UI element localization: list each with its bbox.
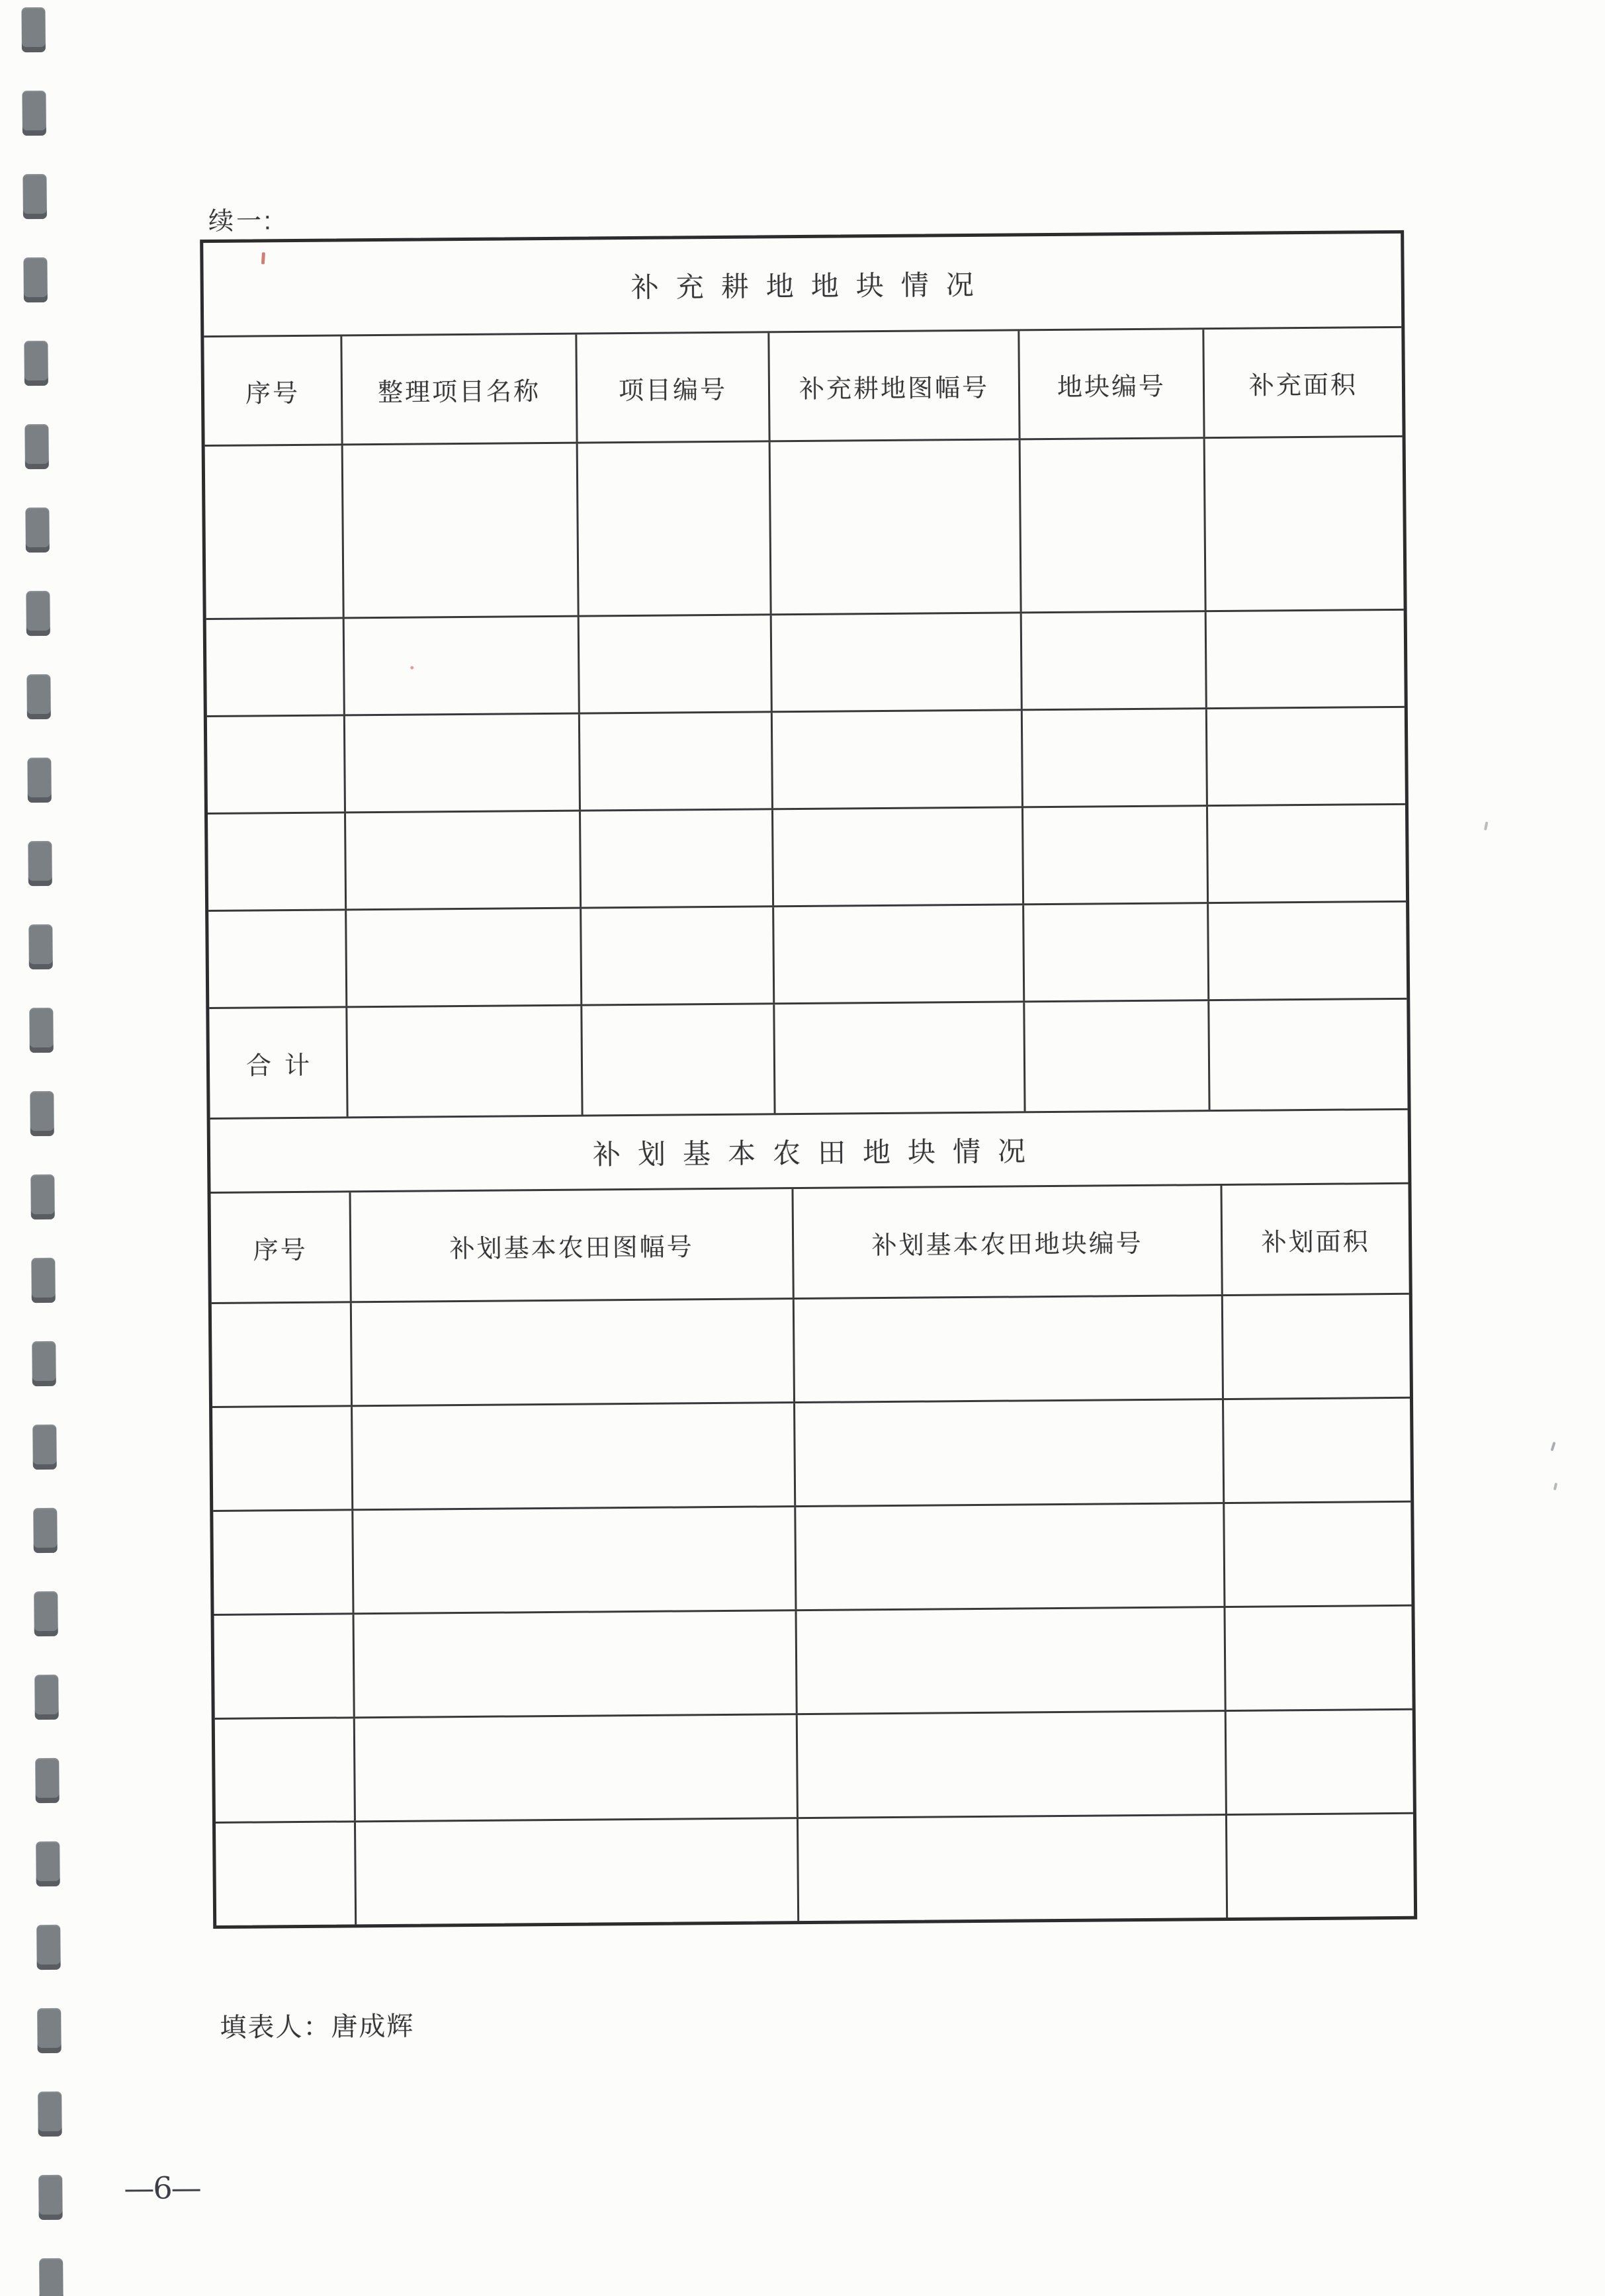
empty-cell: [579, 810, 772, 906]
table1-title-row: [203, 234, 1401, 335]
table2-title: 补划基本农田地块情况: [592, 1135, 1043, 1170]
empty-cell: [578, 615, 771, 712]
table2-empty-row: [212, 1293, 1410, 1406]
empty-cell: [796, 1712, 1225, 1817]
binding-hole: [35, 1758, 60, 1803]
empty-cell: [1205, 708, 1405, 805]
binding-hole: [32, 1425, 57, 1470]
scan-speck: [1553, 1483, 1557, 1491]
empty-cell: [580, 907, 773, 1004]
empty-cell: [578, 713, 771, 809]
table2-header-farmland-map-sheet: 补划基本农田图幅号: [349, 1189, 793, 1301]
empty-cell: [1222, 1399, 1410, 1502]
empty-cell: [353, 1611, 796, 1716]
empty-cell: [341, 444, 578, 617]
binding-hole: [36, 1841, 60, 1886]
binding-hole: [23, 257, 48, 302]
continuation-label: 续一:: [208, 207, 274, 236]
empty-cell: [580, 1004, 773, 1114]
empty-cell: [353, 1715, 797, 1820]
binding-hole: [22, 174, 47, 219]
binding-hole: [22, 91, 46, 136]
empty-cell: [1206, 805, 1406, 902]
empty-cell: [206, 619, 343, 715]
table2-header-redesignated-area: 补划面积: [1220, 1184, 1409, 1294]
table1-header-map-sheet-number: 补充耕地图幅号: [767, 331, 1018, 440]
binding-hole: [29, 1008, 54, 1053]
binding-hole: [39, 2258, 64, 2296]
empty-cell: [207, 716, 344, 813]
binding-hole: [26, 674, 51, 719]
table1-header-project-number: 项目编号: [575, 333, 768, 441]
table1-total-row: [209, 998, 1407, 1118]
table1-header-row: [204, 326, 1402, 445]
empty-cell: [1019, 439, 1205, 611]
red-pen-speck: [410, 666, 413, 670]
table1-empty-row: [208, 803, 1406, 910]
empty-cell: [215, 1718, 354, 1822]
empty-cell: [1223, 1607, 1412, 1710]
table1-title: 补充耕地地块情况: [630, 269, 991, 303]
table1-header-supplement-area: 补充面积: [1202, 328, 1402, 437]
empty-cell: [793, 1400, 1223, 1505]
empty-cell: [1225, 1814, 1414, 1918]
scan-speck: [1484, 822, 1489, 831]
empty-cell: [216, 1822, 355, 1925]
empty-cell: [1020, 612, 1205, 709]
table2-title-row: [210, 1108, 1409, 1192]
empty-cell: [1221, 1295, 1410, 1398]
table1-total-label: 合计: [245, 1051, 324, 1081]
land-plot-form-table: [200, 230, 1417, 1929]
table1-empty-row: [205, 435, 1404, 618]
table2-header-farmland-plot-number: 补划基本农田地块编号: [791, 1186, 1221, 1298]
empty-cell: [345, 1006, 581, 1117]
binding-hole: [24, 341, 48, 386]
empty-cell: [1022, 904, 1207, 1000]
binding-hole: [36, 1925, 61, 1970]
binding-hole: [21, 7, 46, 52]
binding-hole: [33, 1508, 58, 1553]
binding-hole: [30, 1174, 55, 1219]
empty-cell: [343, 715, 579, 812]
binding-hole: [30, 1091, 54, 1136]
table2-empty-row: [213, 1501, 1411, 1614]
empty-cell: [1207, 1000, 1407, 1110]
empty-cell: [205, 445, 343, 618]
table2-empty-row: [214, 1605, 1412, 1718]
scan-speck: [1551, 1442, 1556, 1452]
empty-cell: [345, 909, 580, 1006]
empty-cell: [343, 617, 578, 715]
empty-cell: [354, 1819, 797, 1924]
empty-cell: [770, 613, 1021, 711]
empty-cell: [576, 442, 770, 615]
empty-cell: [794, 1504, 1223, 1609]
empty-cell: [771, 808, 1022, 905]
form-filler-name: 填表人：唐成辉: [220, 2011, 415, 2043]
empty-cell: [773, 1002, 1023, 1113]
page-number: —6—: [124, 2170, 200, 2207]
empty-cell: [1023, 1001, 1208, 1111]
empty-cell: [208, 910, 345, 1007]
empty-cell: [214, 1614, 353, 1718]
binding-hole: [38, 2092, 62, 2137]
table1-empty-row: [207, 706, 1405, 813]
binding-hole: [26, 591, 50, 636]
table2-header-row: [210, 1182, 1409, 1302]
table2-empty-row: [212, 1397, 1410, 1510]
binding-hole: [28, 924, 53, 969]
empty-cell: [1203, 437, 1404, 610]
table1-empty-row: [208, 901, 1407, 1007]
binding-hole: [38, 2175, 63, 2220]
empty-cell: [1225, 1710, 1413, 1814]
empty-cell: [351, 1507, 795, 1612]
binding-hole: [31, 1258, 56, 1303]
empty-cell: [212, 1407, 351, 1510]
empty-cell: [1207, 903, 1407, 999]
empty-cell: [208, 813, 345, 910]
table2-header-serial: 序号: [253, 1236, 308, 1265]
binding-hole: [34, 1591, 58, 1636]
binding-hole: [37, 2008, 62, 2053]
empty-cell: [797, 1816, 1226, 1921]
table1-header-project-name: 整理项目名称: [340, 335, 576, 444]
table1-header-plot-number: 地块编号: [1018, 330, 1203, 438]
empty-cell: [793, 1296, 1222, 1401]
empty-cell: [772, 905, 1023, 1002]
empty-cell: [1021, 807, 1207, 903]
binding-hole: [34, 1675, 59, 1720]
binding-hole: [24, 424, 49, 469]
empty-cell: [344, 812, 580, 909]
empty-cell: [213, 1511, 352, 1614]
empty-cell: [1223, 1503, 1411, 1606]
empty-cell: [1205, 611, 1405, 707]
binding-hole: [28, 841, 52, 886]
empty-cell: [769, 440, 1020, 613]
empty-cell: [351, 1403, 794, 1509]
table1-header-serial: 序号: [245, 379, 300, 408]
empty-cell: [212, 1303, 351, 1406]
table2-empty-row: [216, 1812, 1414, 1925]
binding-hole: [25, 508, 50, 552]
binding-hole: [27, 758, 52, 803]
empty-cell: [795, 1608, 1224, 1713]
empty-cell: [350, 1300, 793, 1405]
table2-empty-row: [215, 1708, 1413, 1822]
binding-hole: [32, 1341, 56, 1386]
empty-cell: [771, 711, 1021, 808]
table1-empty-row: [206, 609, 1405, 715]
empty-cell: [1021, 709, 1206, 806]
